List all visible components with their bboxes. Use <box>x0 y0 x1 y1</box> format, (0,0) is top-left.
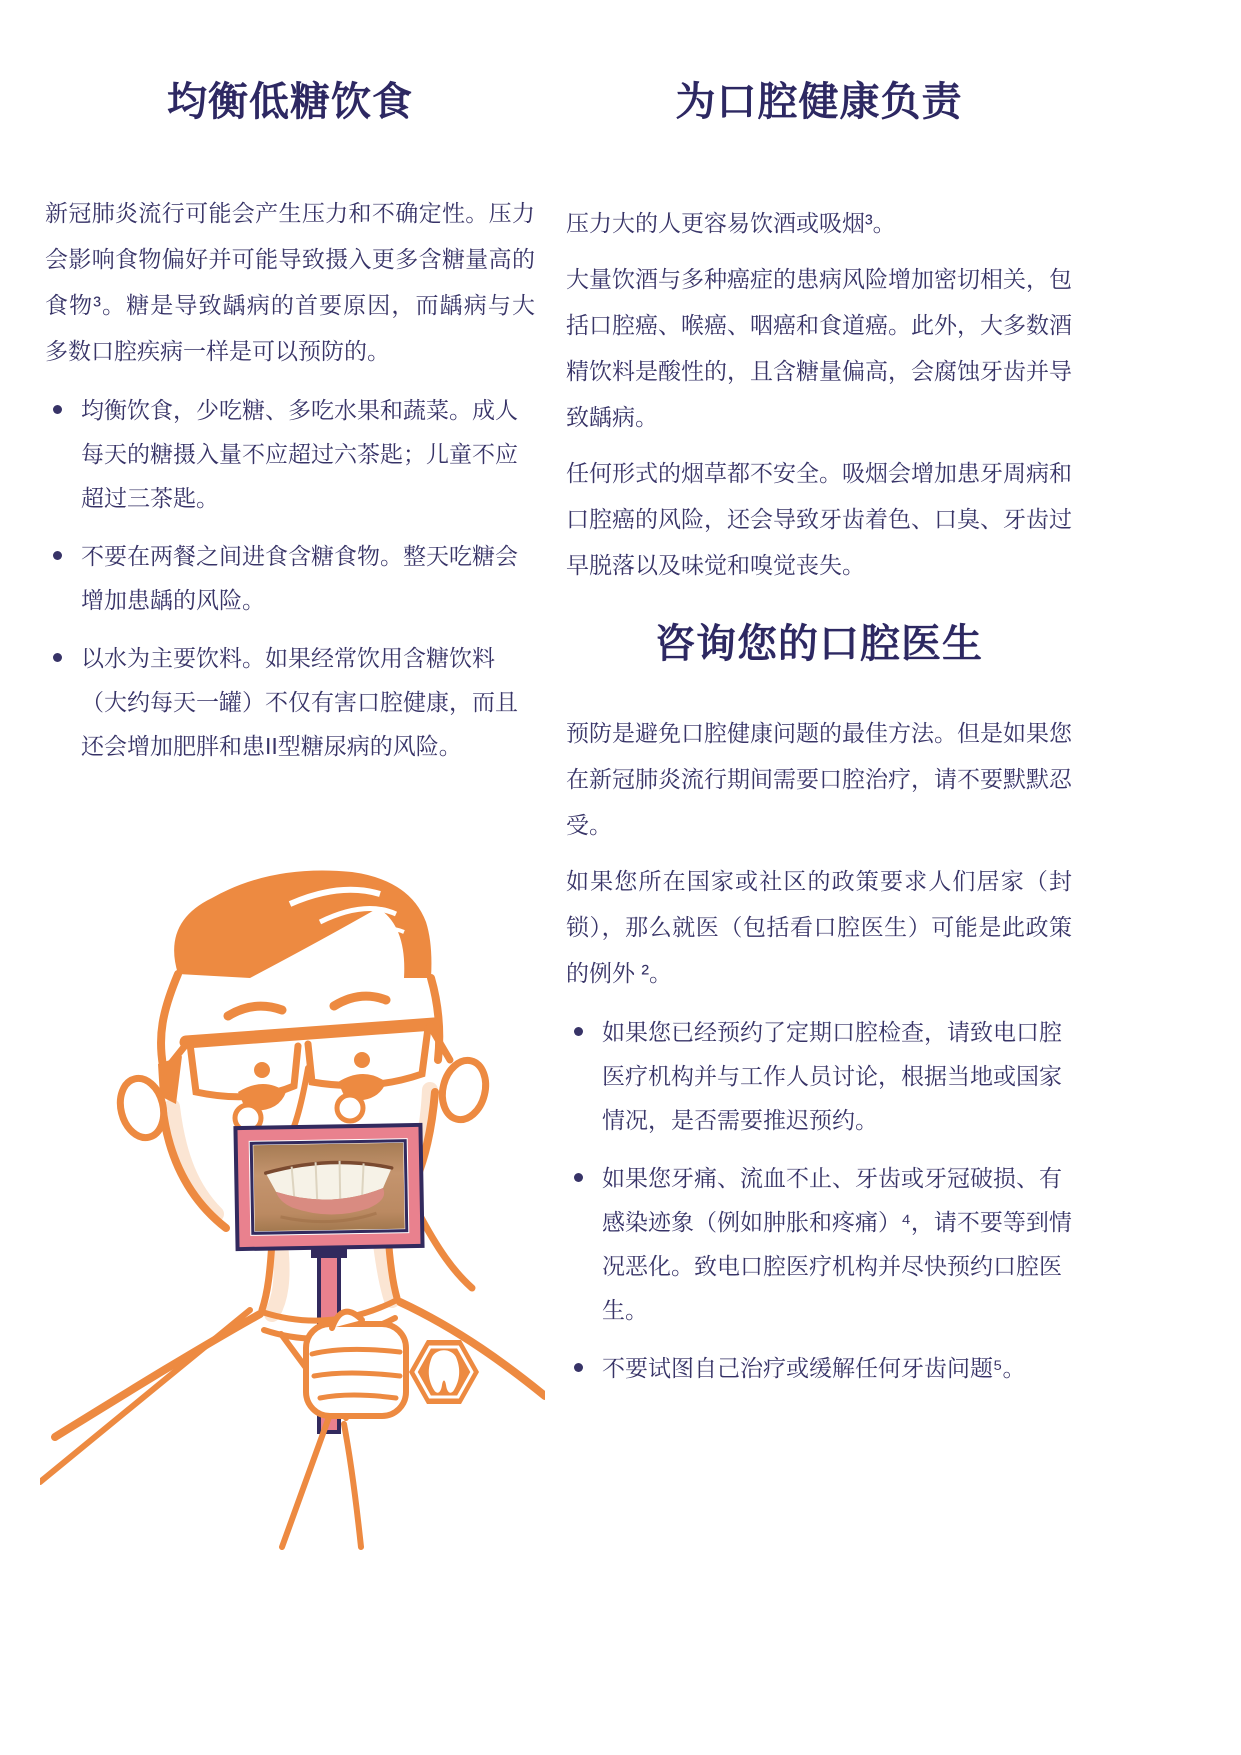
list-item: 如果您牙痛、流血不止、牙齿或牙冠破损、有感染迹象（例如肿胀和疼痛）⁴，请不要等到情况恶化。致电口腔医疗机构并尽快预约口腔医生。 <box>566 1156 1072 1332</box>
right-column <box>566 78 1072 1390</box>
list-item: 不要在两餐之间进食含糖食物。整天吃糖会增加患龋的风险。 <box>45 534 535 622</box>
list-item: 如果您已经预约了定期口腔检查，请致电口腔医疗机构并与工作人员讨论，根据当地或国家情况，是否需要推迟预约。 <box>566 1010 1072 1142</box>
smile-sign <box>237 1126 421 1247</box>
left-column <box>45 78 535 768</box>
hand <box>306 1312 406 1416</box>
paragraph-tobacco-risks: 任何形式的烟草都不安全。吸烟会增加患牙周病和口腔癌的风险，还会导致牙齿着色、口臭、牙齿过早脱落以及味觉和嗅觉丧失。 <box>566 460 1072 578</box>
smile-photo <box>253 1143 404 1232</box>
list-item: 以水为主要饮料。如果经常饮用含糖饮料（大约每天一罐）不仅有害口腔健康，而且还会增加肥胖和患II型糖尿病的风险。 <box>45 636 535 768</box>
paragraph-stress-drink-smoke: 压力大的人更容易饮酒或吸烟³。 <box>566 210 896 236</box>
paragraph-lockdown-policy: 如果您所在国家或社区的政策要求人们居家（封锁），那么就医（包括看口腔医生）可能是此政策的例外 ²。 <box>566 868 1072 986</box>
tooth-badge-icon <box>409 1340 479 1404</box>
list-item: 均衡饮食，少吃糖、多吃水果和蔬菜。成人每天的糖摄入量不应超过六茶匙；儿童不应超过三茶匙。 <box>45 388 535 520</box>
eyebrows <box>228 996 386 1016</box>
paragraph-alcohol-risks: 大量饮酒与多种癌症的患病风险增加密切相关，包括口腔癌、喉癌、咽癌和食道癌。此外，大多数酒精饮料是酸性的，且含糖量偏高，会腐蚀牙齿并导致龋病。 <box>566 266 1072 430</box>
heading-responsible-oral-health: 为口腔健康负责 <box>675 80 963 124</box>
heading-consult-dentist: 咨询您的口腔医生 <box>655 622 983 666</box>
paragraph-prevention: 预防是避免口腔健康问题的最佳方法。但是如果您在新冠肺炎流行期间需要口腔治疗，请不要默默忍受。 <box>566 720 1072 838</box>
hair <box>174 870 431 978</box>
heading-balanced-diet: 均衡低糖饮食 <box>167 80 413 124</box>
dentist-illustration <box>40 772 545 1557</box>
list-item: 不要试图自己治疗或缓解任何牙齿问题⁵。 <box>566 1346 1072 1390</box>
diet-bullet-list <box>45 388 535 768</box>
paragraph-diet-intro: 新冠肺炎流行可能会产生压力和不确定性。压力会影响食物偏好并可能导致摄入更多含糖量高的食物³。糖是导致龋病的首要原因，而龋病与大多数口腔疾病一样是可以预防的。 <box>45 200 535 364</box>
dentist-bullet-list <box>566 1010 1072 1390</box>
